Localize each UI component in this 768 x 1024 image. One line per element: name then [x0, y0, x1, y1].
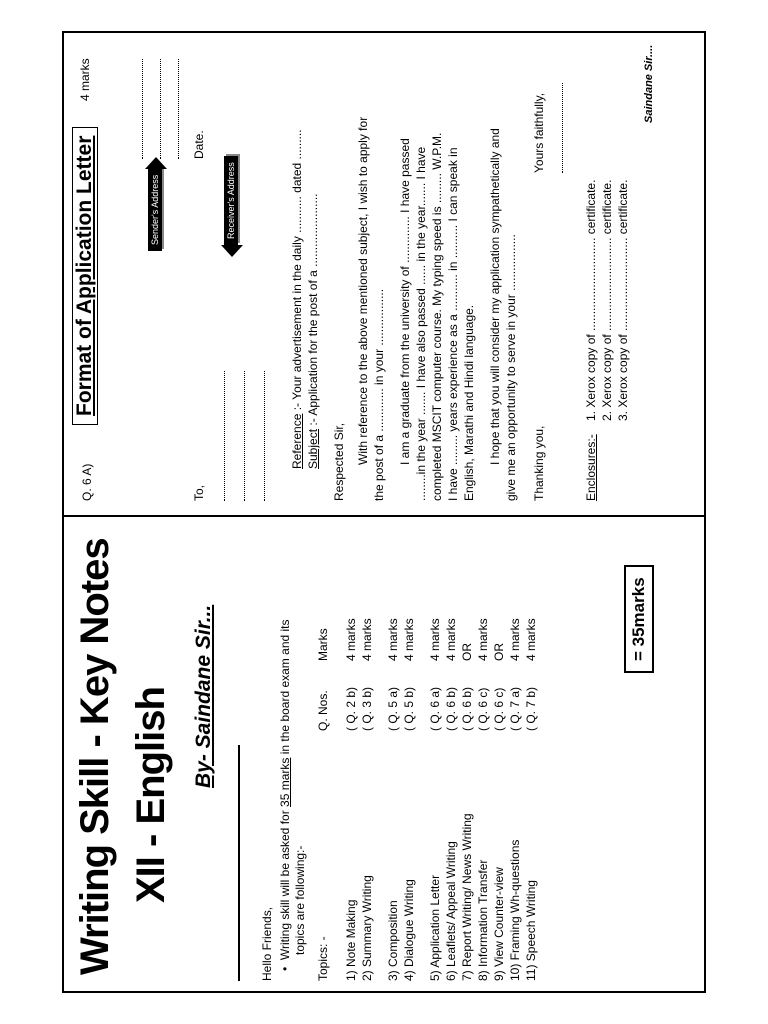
notes-title: Writing Skill - Key Notes: [73, 538, 117, 975]
qno-cell: ( Q. 6 a): [428, 686, 442, 731]
paragraph-3-line-2: give me an opportunity to serve in your .................: [504, 234, 518, 501]
marks-cell: 4 marks: [524, 618, 538, 661]
marks-cell: OR: [460, 643, 474, 661]
sender-line-2: [160, 59, 161, 159]
greeting: Hello Friends,: [260, 906, 274, 981]
author-byline: By- Saindane Sir...: [192, 604, 215, 788]
topic-cell: 5) Application Letter: [428, 874, 442, 981]
topics-header: Topics: - Q. Nos. Marks: [316, 628, 330, 981]
table-row: [492, 561, 506, 981]
receivers-address-arrow: Receiver's Address: [224, 156, 238, 245]
topic-cell: 6) Leaflets/ Appeal Writing: [444, 841, 458, 981]
paragraph-2-line-5: English, Marathi and Hindi language.: [462, 304, 476, 501]
sender-line-1: [142, 59, 143, 159]
to-label: To,: [192, 484, 206, 501]
table-row: [476, 561, 490, 981]
salutation: Respected Sir,: [332, 422, 346, 501]
marks-cell: 4 marks: [344, 618, 358, 661]
paragraph-2-line-4: I have ......... years experience as a ........... in .......... I can speak in: [446, 147, 460, 501]
marks-cell: OR: [492, 643, 506, 661]
thanking-line: Thanking you,: [532, 425, 546, 501]
topic-cell: 1) Note Making: [344, 899, 358, 981]
enclosure-2: 2. Xerox copy of ............................ certificate.: [600, 179, 614, 421]
topic-cell: 11) Speech Writing: [524, 880, 538, 981]
question-number: Q. 6 A): [80, 463, 94, 501]
notes-subtitle: XII - English: [129, 687, 173, 903]
topic-cell: 3) Composition: [386, 900, 400, 981]
marks-cell: 4 marks: [444, 618, 458, 661]
table-row: [524, 561, 538, 981]
marks-cell: 4 marks: [360, 618, 374, 661]
topic-cell: 7) Report Writing/ News Writing: [460, 813, 474, 981]
sender-line-3: [178, 59, 179, 159]
table-row: [344, 561, 358, 981]
bullet-icon: •: [278, 960, 292, 971]
signature: Saindane Sir....: [643, 44, 655, 123]
qno-cell: ( Q. 3 b): [360, 686, 374, 731]
marks-cell: 4 marks: [508, 618, 522, 661]
subject-line: Subject :- Application for the post of a ......................: [306, 193, 320, 469]
application-format-panel: [64, 33, 706, 513]
qno-cell: ( Q. 7 a): [508, 686, 522, 731]
qno-cell: ( Q. 6 b): [444, 686, 458, 731]
table-row: [460, 561, 474, 981]
total-marks: = 35marks: [624, 565, 654, 673]
marks-cell: 4 marks: [386, 618, 400, 661]
senders-address-arrow: Sender's Address: [148, 169, 162, 251]
table-row: [402, 561, 416, 981]
qno-cell: ( Q. 5 a): [386, 686, 400, 731]
table-row: [386, 561, 400, 981]
signature-line: [562, 83, 563, 173]
enclosures-label: Enclosures:-: [584, 434, 598, 501]
marks-cell: 4 marks: [428, 618, 442, 661]
qno-cell: ( Q. 6 c): [476, 687, 490, 731]
enclosure-3: 3. Xerox copy of ............................ certificate.: [616, 179, 630, 421]
table-row: [444, 561, 458, 981]
topic-cell: 9) View Counter-view: [492, 867, 506, 981]
topic-cell: 10) Framing Wh-questions: [508, 839, 522, 981]
topic-cell: 8) Information Transfer: [476, 859, 490, 981]
intro-text: • Writing skill will be asked for 35 marks in the board exam and its: [278, 619, 292, 971]
paragraph-2-line-3: completed MSCIT computer course. My typing speed is ......... W.P.M.: [430, 132, 444, 501]
key-notes-panel: [64, 517, 706, 993]
reference-line: Reference :- Your advertisement in the daily ........... dated .........: [290, 129, 304, 469]
paragraph-1-line-1: With reference to the above mentioned subject, I wish to apply for: [356, 116, 370, 465]
topic-cell: 4) Dialogue Writing: [402, 879, 416, 981]
qno-cell: ( Q. 5 b): [402, 686, 416, 731]
title-rule: [238, 745, 240, 981]
receiver-line-2: [244, 371, 245, 501]
qno-cell: ( Q. 6 c): [492, 687, 506, 731]
enclosure-1: 1. Xerox copy of ............................ certificate.: [584, 179, 598, 421]
topic-cell: 2) Summary Writing: [360, 875, 374, 981]
date-label: Date.: [192, 130, 206, 159]
paragraph-3-line-1: I hope that you will consider my application sympathetically and: [488, 128, 502, 465]
receiver-line-1: [224, 371, 225, 501]
paragraph-1-line-2: the post of a ............. in your .................: [372, 288, 386, 501]
format-marks: 4 marks: [78, 58, 92, 101]
qno-cell: ( Q. 7 b): [524, 686, 538, 731]
marks-cell: 4 marks: [402, 618, 416, 661]
table-row: [508, 561, 522, 981]
qno-cell: ( Q. 6 b): [460, 686, 474, 731]
paragraph-2-line-1: I am a graduate from the university of .............. I have passed: [398, 138, 412, 465]
qno-cell: ( Q. 2 b): [344, 686, 358, 731]
closing-line: Yours faithfully,: [532, 92, 546, 173]
table-row: [428, 561, 442, 981]
table-row: [360, 561, 374, 981]
receiver-line-3: [264, 371, 265, 501]
intro-text-line2: topics are following:-: [293, 845, 307, 955]
format-title: Format of Application Letter: [72, 127, 98, 425]
document-sheet: [62, 31, 706, 993]
paragraph-2-line-2: ........in the year ....... I have also passed ...... in the year....... I have: [414, 146, 428, 501]
marks-cell: 4 marks: [476, 618, 490, 661]
